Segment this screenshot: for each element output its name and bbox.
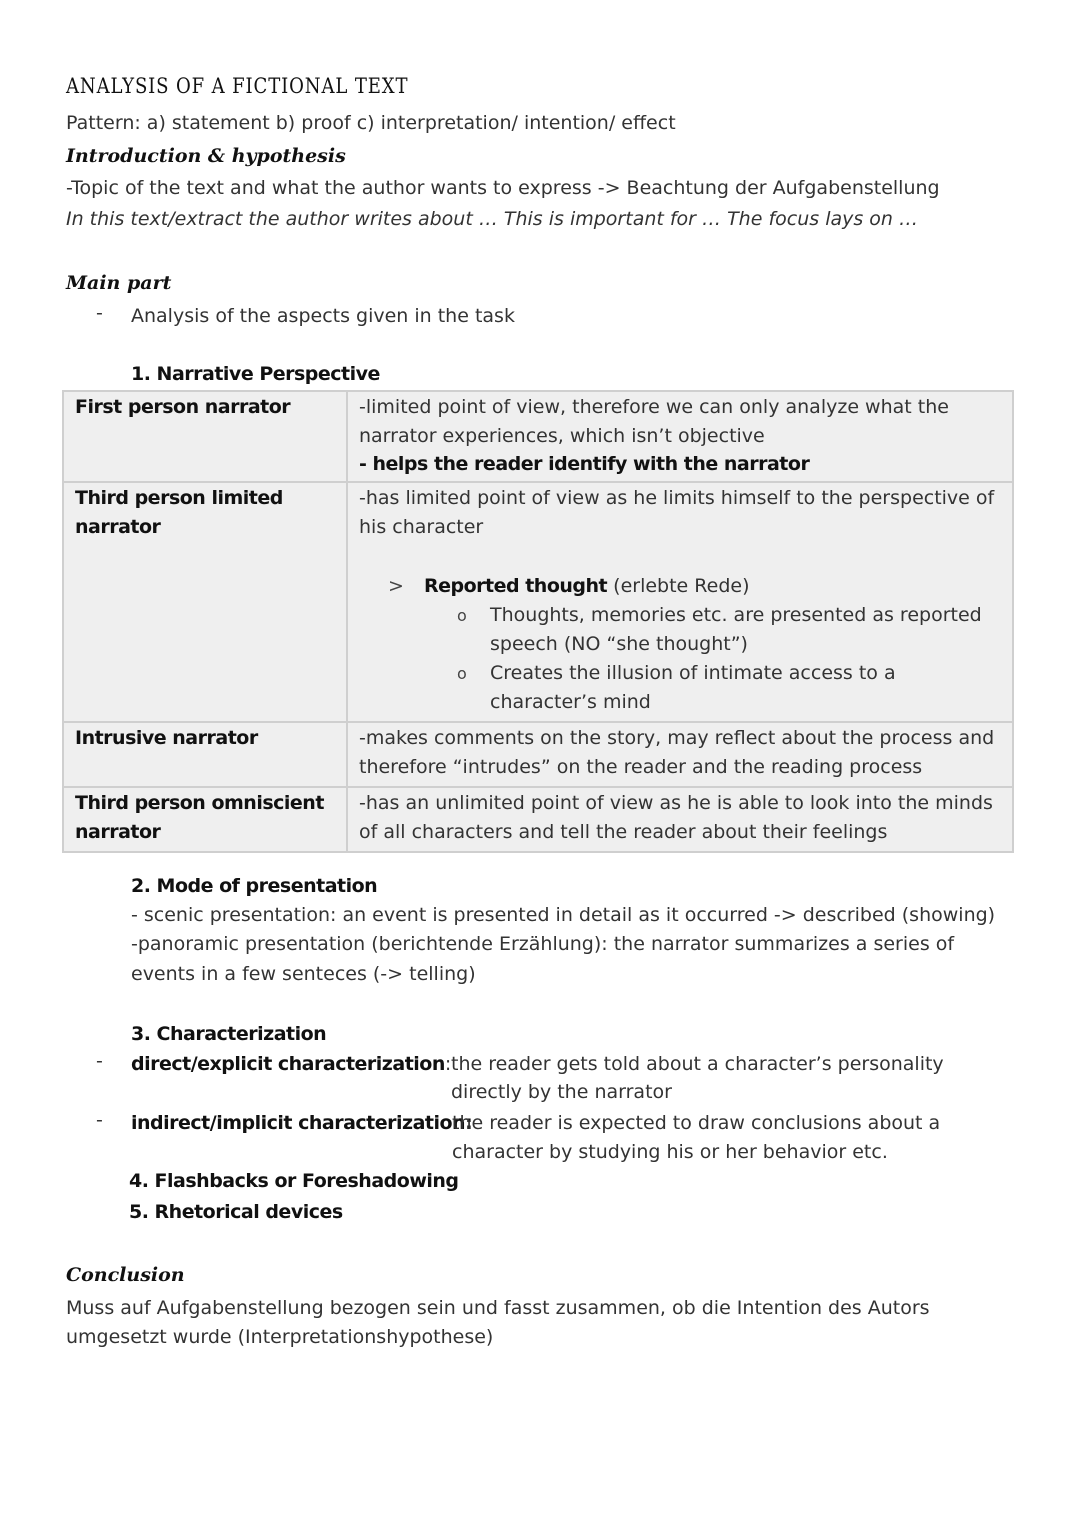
dash-bullet-icon: -	[96, 1109, 103, 1131]
pattern-line: Pattern: a) statement b) proof c) interpretation/ intention/ effect	[66, 112, 676, 134]
circle-bullet-icon: o	[457, 606, 467, 625]
main-bullet-text: Analysis of the aspects given in the task	[131, 305, 515, 327]
term-cell: Third person omniscient narrator	[63, 787, 347, 852]
indirect-characterization-line-2: character by studying his or her behavior etc.	[452, 1141, 888, 1163]
intro-heading: Introduction & hypothesis	[66, 145, 346, 167]
table-row	[63, 391, 1013, 482]
direct-characterization-label: direct/explicit characterization:	[131, 1053, 452, 1075]
main-heading: Main part	[66, 272, 172, 294]
term-cell: Third person limited narrator	[63, 482, 347, 722]
list-item: o Creates the illusion of intimate access to a character’s mind	[457, 659, 1004, 717]
section-3-heading: 3. Characterization	[131, 1023, 327, 1045]
section-4-heading: 4. Flashbacks or Foreshadowing	[129, 1170, 459, 1192]
section-2-heading: 2. Mode of presentation	[131, 875, 378, 897]
section-2-line-1: - scenic presentation: an event is presented in detail as it occurred -> described (showing)	[131, 904, 996, 926]
term-cell: Intrusive narrator	[63, 722, 347, 787]
dash-bullet-icon: -	[96, 302, 103, 324]
intro-line-2: In this text/extract the author writes about … This is important for … The focus lays on …	[66, 208, 919, 230]
table-row	[63, 482, 1013, 722]
conclusion-line-1: Muss auf Aufgabenstellung bezogen sein und fasst zusammen, ob die Intention des Autors	[66, 1297, 930, 1319]
section-2-line-3: events in a few senteces (-> telling)	[131, 963, 476, 985]
description-cell: -limited point of view, therefore we can only analyze what the narrator experiences, which isn’t objective - helps the reader identify with the narrator	[347, 391, 1013, 482]
arrow-bullet-icon: >	[388, 575, 404, 597]
list-item: o Thoughts, memories etc. are presented as reported speech (NO “she thought”)	[457, 601, 1004, 659]
section-2-line-2: -panoramic presentation (berichtende Erzählung): the narrator summarizes a series of	[131, 933, 955, 955]
dash-bullet-icon: -	[96, 1050, 103, 1072]
conclusion-line-2: umgesetzt wurde (Interpretationshypothese)	[66, 1326, 494, 1348]
table-row	[63, 787, 1013, 852]
direct-characterization-line-2: directly by the narrator	[451, 1081, 672, 1103]
circle-bullet-icon: o	[457, 664, 467, 683]
description-cell: -has an unlimited point of view as he is able to look into the minds of all characters and tell the reader about their feelings	[347, 787, 1013, 852]
description-cell: -makes comments on the story, may reflect about the process and therefore “intrudes” on the reader and the reading process	[347, 722, 1013, 787]
direct-characterization-line-1: the reader gets told about a character’s personality	[451, 1053, 944, 1075]
indirect-characterization-label: indirect/implicit characterization:	[131, 1112, 473, 1134]
intro-line-1: -Topic of the text and what the author wants to express -> Beachtung der Aufgabenstellung	[66, 177, 940, 199]
section-1-heading: 1. Narrative Perspective	[131, 363, 380, 385]
page-title: ANALYSIS OF A FICTIONAL TEXT	[66, 74, 409, 98]
section-5-heading: 5. Rhetorical devices	[129, 1201, 343, 1223]
conclusion-heading: Conclusion	[66, 1264, 185, 1286]
narrative-perspective-table	[62, 390, 1014, 853]
reported-thought-item: > Reported thought (erlebte Rede)	[388, 572, 1004, 601]
description-cell: -has limited point of view as he limits himself to the perspective of his character > Reported thought (erlebte Rede) o Thoughts, memories etc. are presented as reported speech (NO “she thought”) o Creates the illusion of intimate access to a character’s mind	[347, 482, 1013, 722]
table-row	[63, 722, 1013, 787]
indirect-characterization-line-1: the reader is expected to draw conclusions about a	[452, 1112, 941, 1134]
term-cell: First person narrator	[63, 391, 347, 482]
